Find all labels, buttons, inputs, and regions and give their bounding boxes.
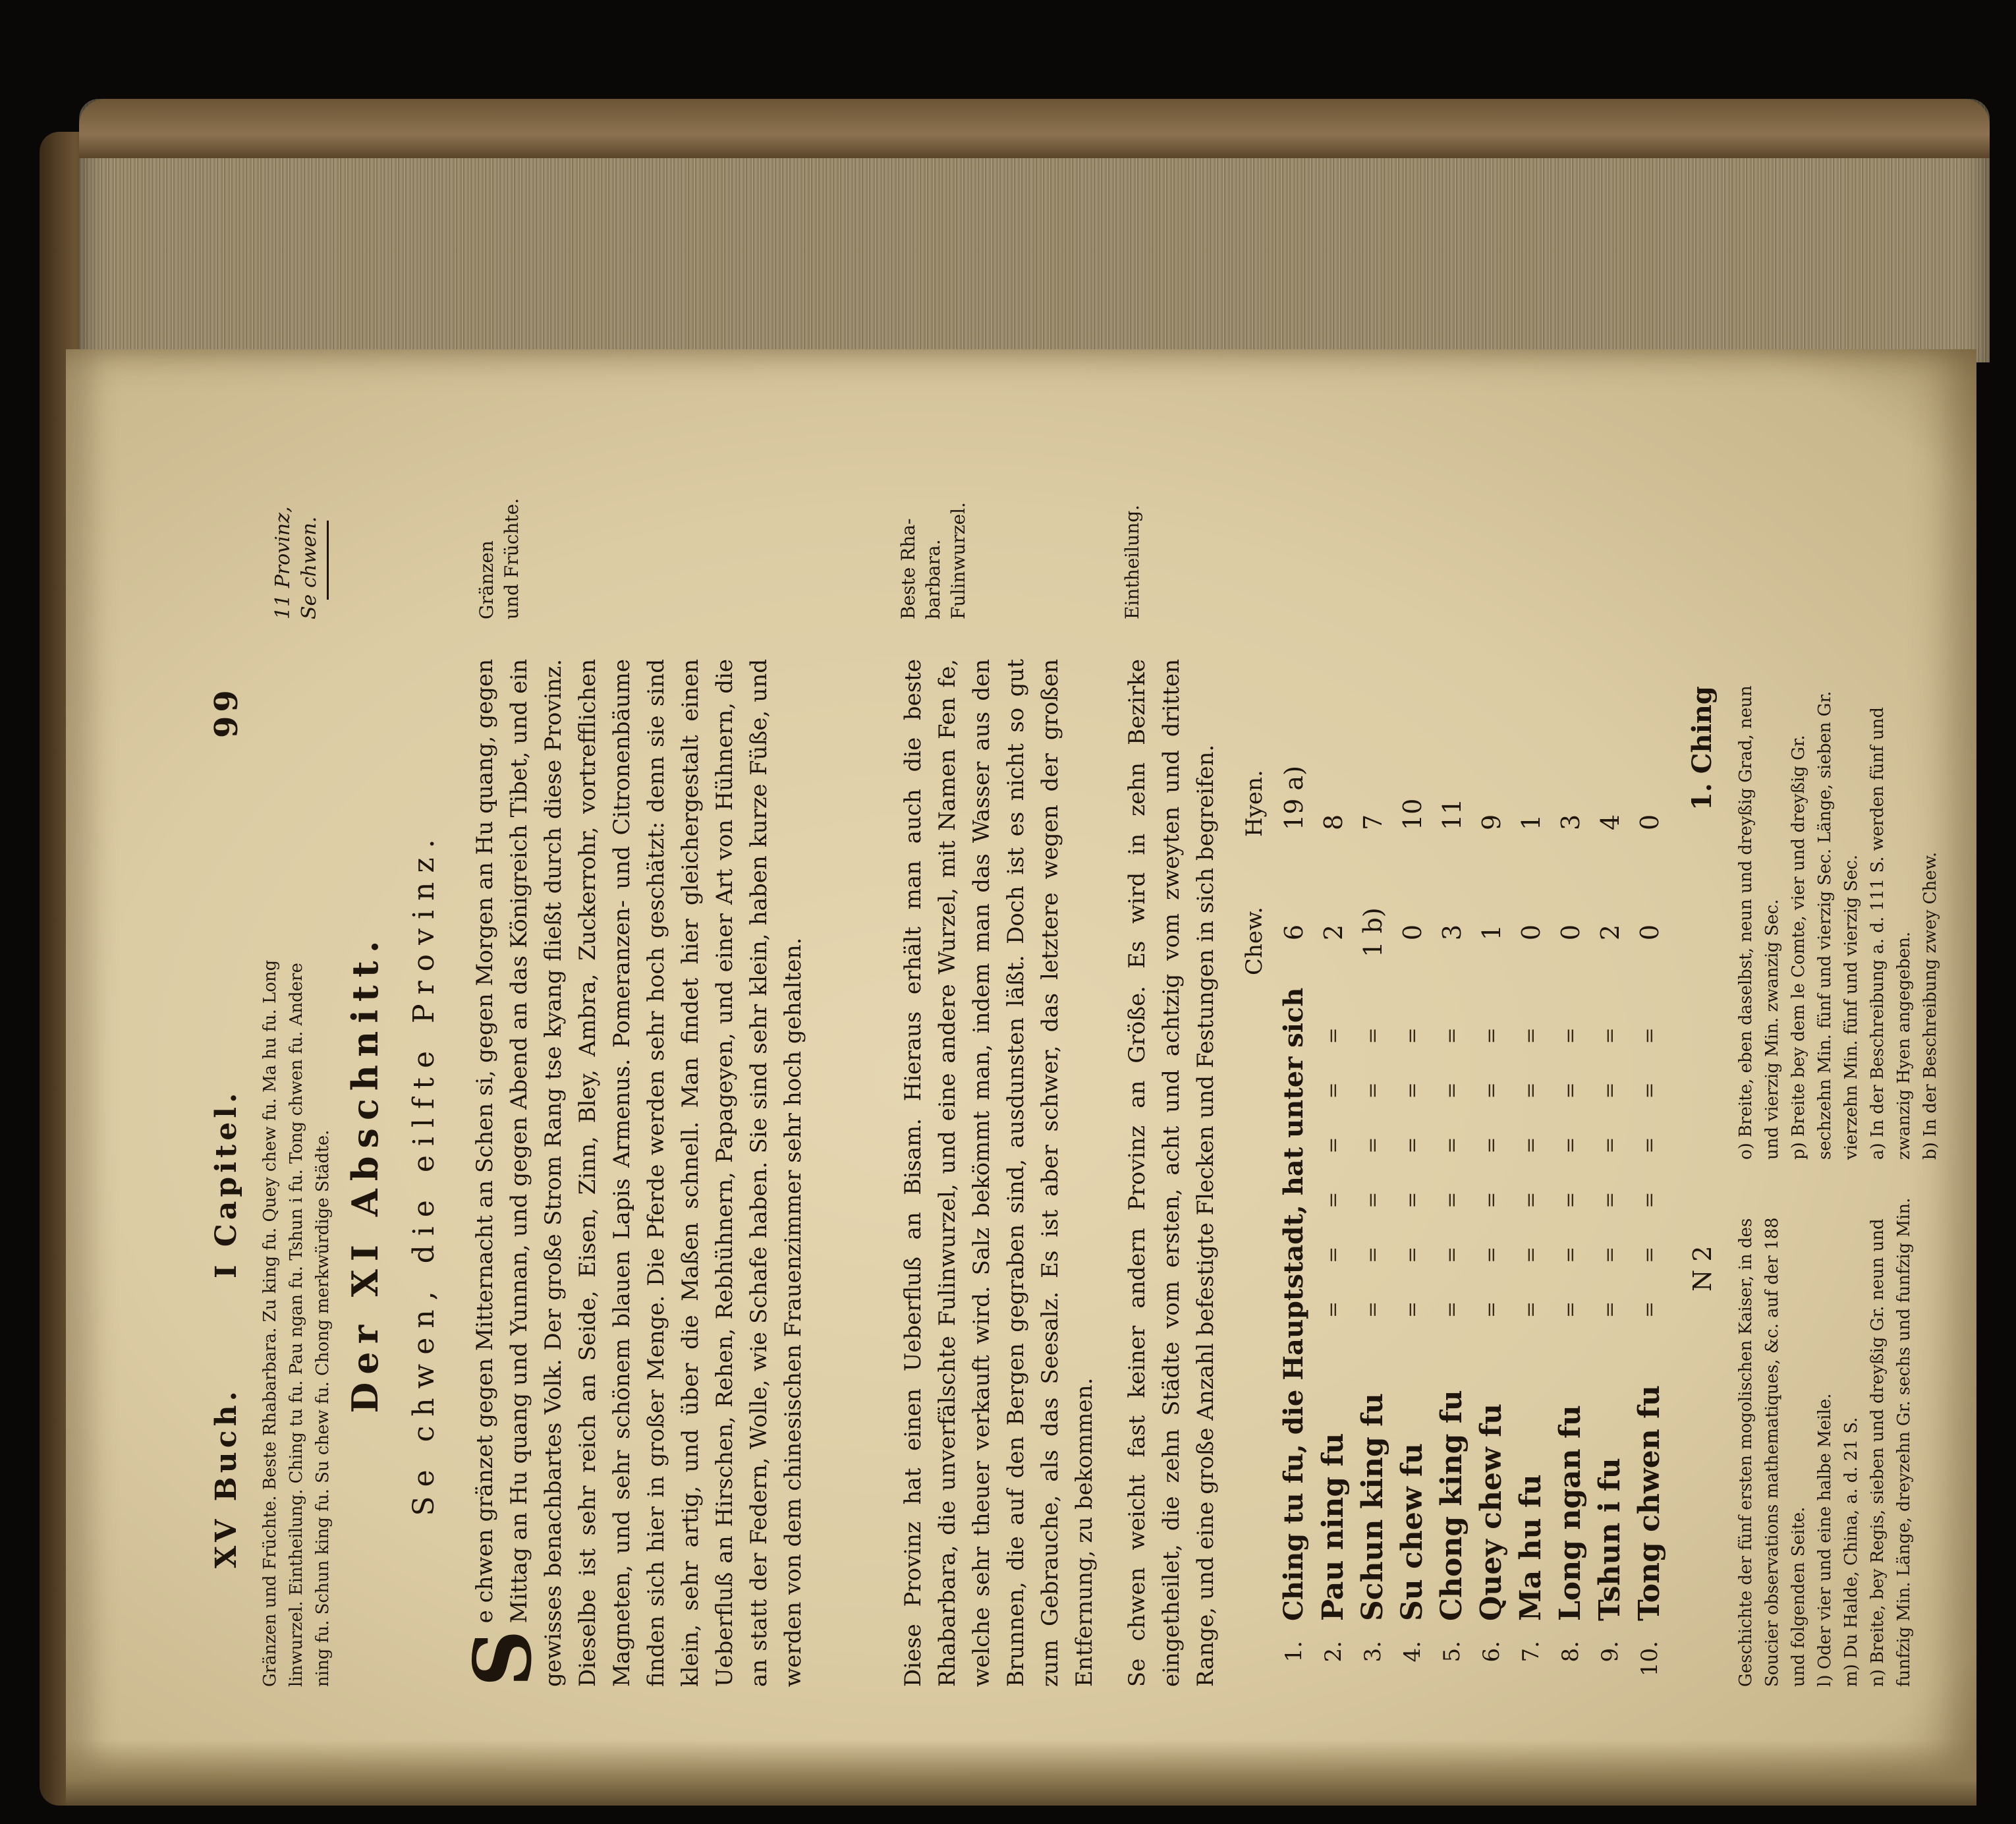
paragraph-3 <box>1120 659 1223 1687</box>
footnotes-right <box>1733 659 1944 1160</box>
chew-count: 1 <box>1477 924 1506 941</box>
section-title: Der XI Abschnitt. <box>344 932 386 1413</box>
side-note-line: barbara. <box>922 539 944 619</box>
chew-count: 1 b) <box>1358 907 1387 957</box>
footnote: b) In der Beschreibung zwey Chew. <box>1920 851 1940 1160</box>
margin-note-line2: Se chwen. <box>298 516 321 619</box>
page-content <box>208 395 1990 1687</box>
hyen-count: 9 <box>1477 814 1506 830</box>
chew-count: 0 <box>1556 924 1585 941</box>
page-number: 99 <box>208 686 245 738</box>
row-number: 6. <box>1478 1641 1505 1663</box>
table-row <box>1397 659 1434 1687</box>
district-name: Ching tu fu, die Hauptstadt, hat unter sich <box>1278 987 1309 1621</box>
table-row <box>1515 659 1552 1687</box>
table-row <box>1357 659 1394 1687</box>
side-note-line: Eintheilung. <box>1121 504 1143 619</box>
column-header-chew: Chew. <box>1241 907 1268 975</box>
paragraph-1-text: e chwen gränzet gegen Mitternacht an Schen si, gegen Morgen an Hu quang, gegen Mittag an Hu quang und Yunnan, und gegen Abend an das Königreich Tibet, und ein gewisses benachbartes Volk. Der große Strom Rang tse kyang fließt durch diese Provinz. Dieselbe ist sehr reich an Seide, Eisen, Zinn, Bley, Ambra, Zuckerrohr, vortrefflichen Magneten, und sehr schönem blauen Lapis Armenus. Pomeranzen- und Citronenbäume finden sich hier in großer Menge. Die Pferde werden sehr hoch geschätzt: denn sie sind klein, sehr artig, und über die Maßen schnell. Man findet hier gleichergestalt einen Ueberfluß an Hirschen, Rehen, Rebhühnern, Papageyen, und einer Art von Hühnern, die an statt der Federn, Wolle, wie Schafe haben. Sie sind sehr klein, haben kurze Füße, und werden von dem chinesischen Frauenzimmer sehr hoch gehalten. <box>472 659 806 1687</box>
margin-note-line1: 11 Provinz, <box>271 506 294 619</box>
table-row <box>1634 659 1671 1687</box>
table-row <box>1278 659 1315 1687</box>
footnote: m) Du Halde, China, a. d. 21 S. <box>1841 1417 1861 1687</box>
footnotes-left <box>1733 1186 1917 1687</box>
footnote: n) Breite, bey Regis, sieben und dreyßig Gr. neun und funfzig Min. Länge, dreyzehn Gr. sechs und funfzig Min. <box>1868 1197 1914 1687</box>
running-head <box>208 686 250 1687</box>
hyen-count: 7 <box>1358 814 1387 830</box>
chew-count: 2 <box>1596 924 1625 941</box>
catchword: 1. Ching <box>1687 686 1718 811</box>
hyen-count: 8 <box>1319 814 1348 830</box>
district-name: Ma hu fu <box>1514 1474 1548 1621</box>
row-number: 8. <box>1557 1641 1584 1663</box>
paragraph-2-text: Diese Provinz hat einen Ueberfluß an Bisam. Hieraus erhält man auch die beste Rhabarbara, die unverfälschte Fulinwurzel, und eine andere Wurzel, mit Namen Fen fe, welche sehr theuer verkauft wird. Salz bekömmt man, indem man das Wasser aus den Brunnen, die auf den Bergen gegraben sind, ausdunsten läßt. Doch ist es nicht so gut zum Gebrauche, als das Seesalz. Es ist aber schwer, das letztere wegen der großen Entfernung, zu bekommen. <box>900 659 1098 1687</box>
leader-dots: ====== <box>1401 989 1424 1318</box>
district-name: Pau ning fu <box>1316 1433 1350 1621</box>
footnote: l) Oder vier und eine halbe Meile. <box>1815 1393 1835 1687</box>
side-note-line: und Früchte. <box>501 498 522 619</box>
row-number: 1. <box>1281 1641 1307 1663</box>
leader-dots: ====== <box>1322 989 1345 1318</box>
intro-summary <box>257 659 336 1687</box>
district-name: Tong chwen fu <box>1633 1385 1666 1621</box>
chew-count: 0 <box>1635 924 1664 941</box>
margin-note-rule <box>327 521 329 600</box>
side-note-3 <box>1120 422 1145 619</box>
column-header-hyen: Hyen. <box>1241 770 1268 837</box>
chew-count: 3 <box>1438 924 1467 941</box>
row-number: 7. <box>1518 1641 1544 1663</box>
table-row <box>1476 659 1513 1687</box>
paragraph-2 <box>896 659 1102 1687</box>
leader-dots: ====== <box>1480 989 1503 1318</box>
side-note-line: Beste Rha- <box>897 518 919 619</box>
footnote: p) Breite bey dem le Comte, vier und dreyßig Gr. sechzehn Min. fünf und vierzig Sec. Länge, sieben Gr. vierzehn Min. fünf und vierzig Sec. <box>1789 691 1861 1160</box>
intro-line: linwurzel. Eintheilung. Ching tu fu. Pau ngan fu. Tshun i fu. Tong chwen fu. Andere <box>287 963 306 1687</box>
intro-line: ning fu. Schun king fu. Su chew fu. Chong merkwürdige Städte. <box>313 1129 333 1687</box>
hyen-count: 1 <box>1517 814 1546 830</box>
hyen-count: 11 <box>1438 798 1467 830</box>
district-name: Tshun i fu <box>1593 1458 1627 1621</box>
chapter-label: I Capitel. <box>210 1089 243 1278</box>
district-name: Long ngan fu <box>1554 1405 1587 1621</box>
row-number: 5. <box>1439 1641 1465 1663</box>
page-gutter <box>66 1740 1976 1806</box>
hyen-count: 4 <box>1596 814 1625 830</box>
hyen-count: 10 <box>1398 798 1427 830</box>
side-note-2 <box>896 422 971 619</box>
paragraph-3-text: Se chwen weicht fast keiner andern Provinz an Größe. Es wird in zehn Bezirke eingetheilet, die zehn Städte vom ersten, acht und achtzig vom zweyten und dritten Range, und eine große Anzahl befestigte Flecken und Festungen in sich begreifen. <box>1124 659 1219 1687</box>
side-note-line: Fulinwurzel. <box>947 502 969 619</box>
hyen-count: 19 a) <box>1279 766 1308 830</box>
drop-cap: S <box>457 1630 549 1687</box>
leader-dots: ====== <box>1638 989 1661 1318</box>
leader-dots: ====== <box>1440 989 1463 1318</box>
chew-count: 6 <box>1279 924 1308 941</box>
margin-note <box>270 422 329 619</box>
row-number: 4. <box>1399 1641 1426 1663</box>
paragraph-1 <box>457 659 810 1687</box>
chew-count: 0 <box>1398 924 1427 941</box>
hyen-count: 0 <box>1635 814 1664 830</box>
row-number: 3. <box>1360 1641 1386 1663</box>
district-name: Su chew fu <box>1395 1443 1429 1621</box>
book-label: XV Buch. <box>210 1387 243 1568</box>
signature-mark: N 2 <box>1688 1245 1717 1292</box>
section-subtitle: Se chwen, die eilfte Provinz. <box>407 830 441 1516</box>
leader-dots: ====== <box>1559 989 1582 1318</box>
district-name: Schun king fu <box>1356 1392 1389 1621</box>
table-row <box>1594 659 1631 1687</box>
row-number: 9. <box>1597 1641 1623 1663</box>
footnote: o) Breite, eben daselbst, neun und dreyßig Grad, neun und vierzig Min. zwanzig Sec. <box>1736 685 1782 1160</box>
side-note-1 <box>474 422 524 619</box>
row-number: 2. <box>1320 1641 1347 1663</box>
hyen-count: 3 <box>1556 814 1585 830</box>
leader-dots: ====== <box>1519 989 1542 1318</box>
side-note-line: Gränzen <box>476 540 497 619</box>
district-name: Chong king fu <box>1435 1390 1469 1621</box>
row-number: 10. <box>1637 1641 1663 1677</box>
district-name: Quey chew fu <box>1474 1403 1508 1621</box>
table-row <box>1436 659 1473 1687</box>
footnote: Geschichte der fünf ersten mogolischen Kaiser, in des Soucier observations mathematiques, &c. auf der 188 und folgenden Seite. <box>1736 1217 1808 1687</box>
book-cover-edge <box>79 99 1990 158</box>
table-row <box>1555 659 1592 1687</box>
footnote: a) In der Beschreibung a. d. 111 S. werden fünf und zwanzig Hyen angegeben. <box>1868 707 1914 1160</box>
leader-dots: ====== <box>1598 989 1621 1318</box>
intro-line: Gränzen und Früchte. Beste Rhabarbara. Zu king fu. Quey chew fu. Ma hu fu. Long <box>260 959 280 1687</box>
chew-count: 0 <box>1517 924 1546 941</box>
table-row <box>1318 659 1355 1687</box>
leader-dots: ====== <box>1361 989 1384 1318</box>
chew-count: 2 <box>1319 924 1348 941</box>
